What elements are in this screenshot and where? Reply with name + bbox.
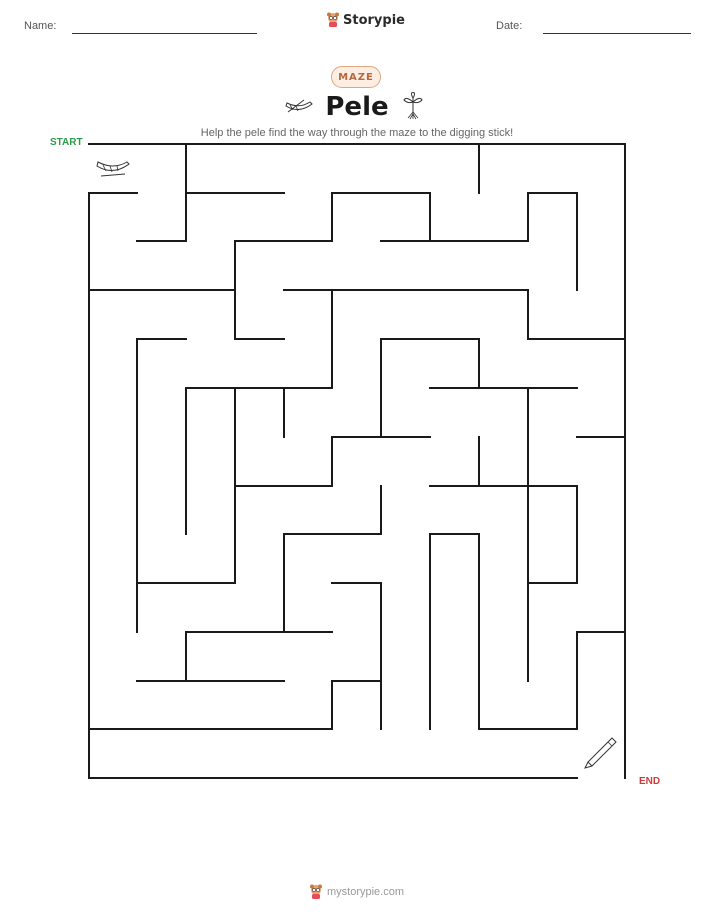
start-label: START [50,137,83,148]
storypie-mascot-icon [309,884,323,900]
digging-stick-icon [582,735,618,771]
page-title: Pele [325,92,389,122]
brand-name: Storypie [343,12,405,28]
name-label: Name: [24,20,57,32]
canoe-icon [95,156,131,180]
maze-badge: MAZE [331,66,381,88]
footer-site[interactable]: mystorypie.com [327,886,405,898]
maze-walls [89,144,625,778]
footer [309,884,404,900]
instructions: Help the pele find the way through the maze to the digging stick! [200,127,514,139]
end-label: END [639,776,661,787]
date-label: Date: [496,20,523,32]
